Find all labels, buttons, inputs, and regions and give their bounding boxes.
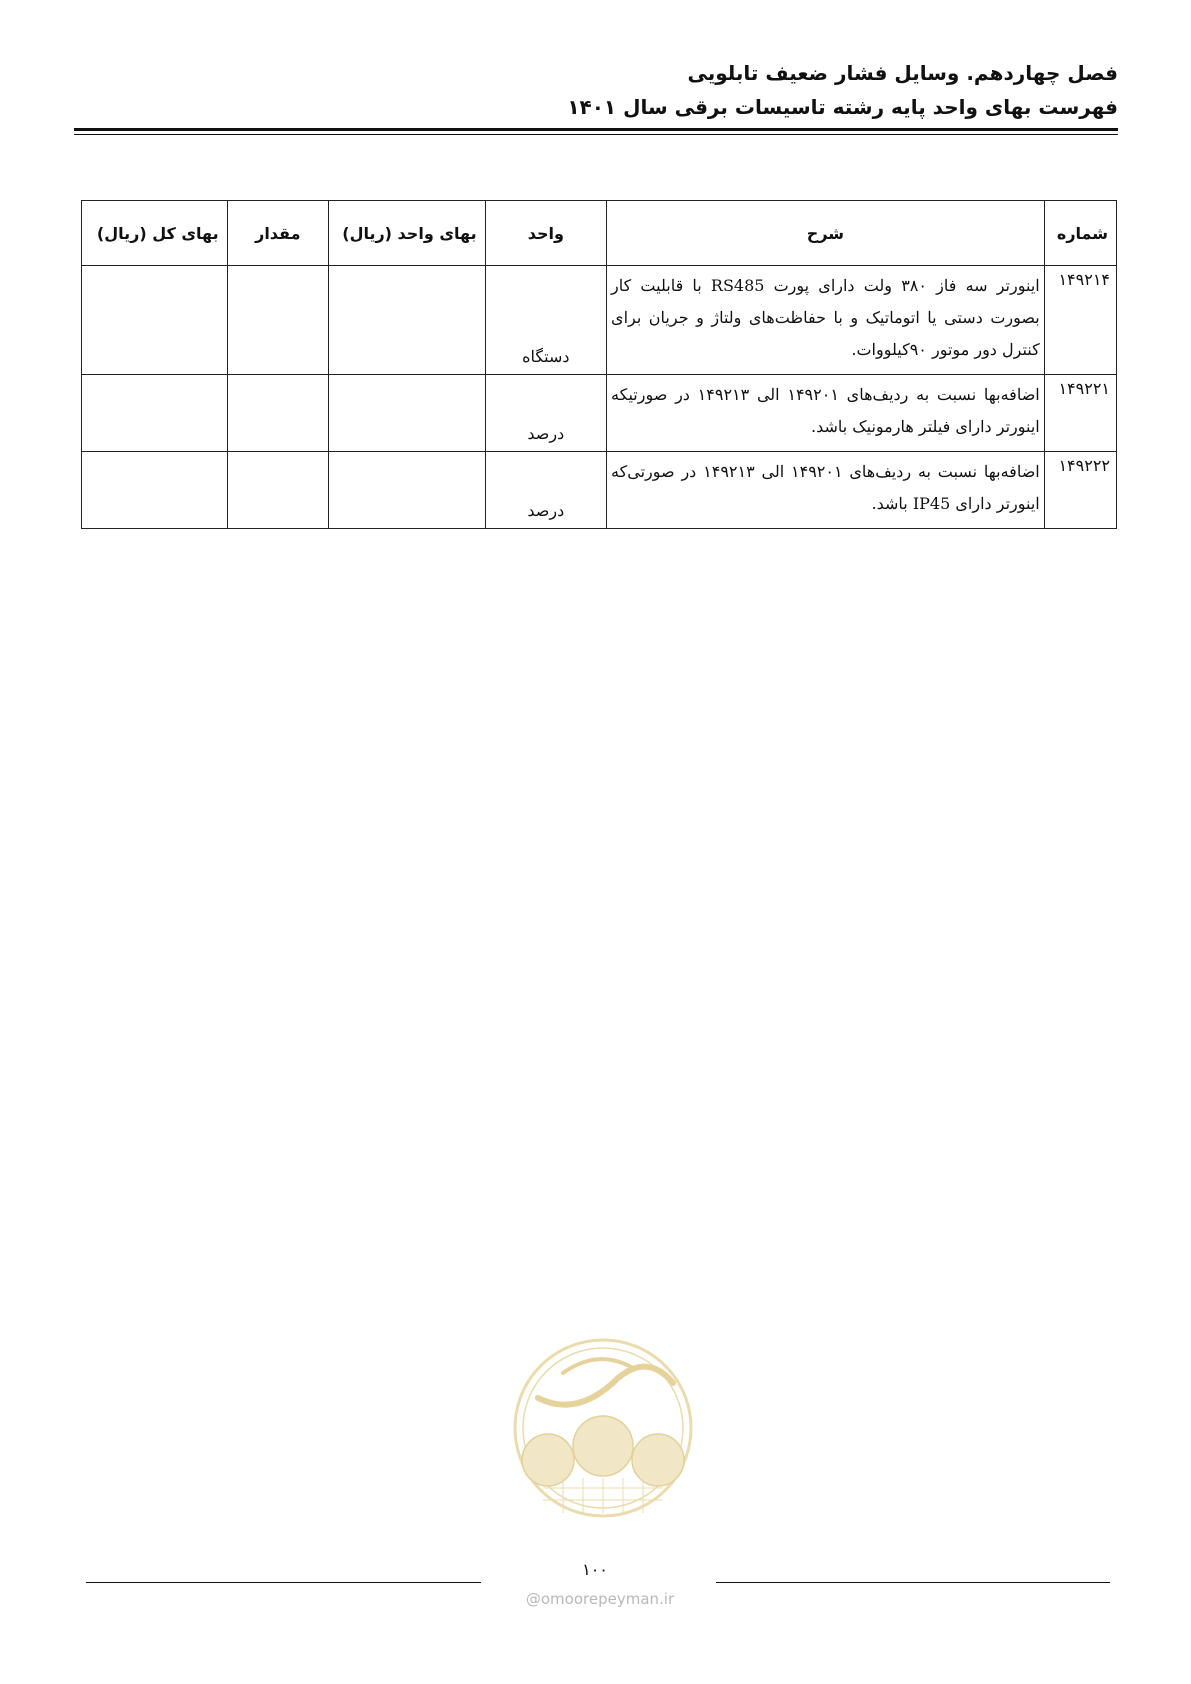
column-header-description: شرح [607,201,1045,266]
table-header-row [82,201,1117,266]
column-header-unit: واحد [485,201,606,266]
row-unit: دستگاه [485,266,606,375]
page-header [74,58,1118,122]
row-code: ۱۴۹۲۱۴ [1044,266,1116,375]
table-row [82,266,1117,375]
row-quantity [227,266,328,375]
chapter-title: فصل چهاردهم. وسایل فشار ضعیف تابلویی [687,61,1118,85]
page-number: ۱۰۰ [582,1560,608,1579]
row-description: اینورتر سه فاز ۳۸۰ ولت دارای پورت RS485 با قابلیت کار بصورت دستی یا اتوماتیک و با حفاظت‌های ولتاژ و جریان برای کنترل دور موتور ۹۰کیلووات. [607,266,1045,375]
header-divider-thick [74,128,1118,131]
row-unit-price [328,266,485,375]
column-header-quantity: مقدار [227,201,328,266]
row-description: اضافه‌بها نسبت به ردیف‌های ۱۴۹۲۰۱ الی ۱۴۹۲۱۳ در صورتی‌که اینورتر دارای IP45 باشد. [607,452,1045,529]
row-quantity [227,375,328,452]
column-header-code: شماره [1044,201,1116,266]
row-unit: درصد [485,452,606,529]
row-unit: درصد [485,375,606,452]
header-divider-thin [74,134,1118,135]
row-unit-price [328,375,485,452]
row-quantity [227,452,328,529]
row-code: ۱۴۹۲۲۲ [1044,452,1116,529]
document-title: فهرست بهای واحد پایه رشته تاسیسات برقی سال ۱۴۰۱ [567,95,1118,119]
table-row [82,375,1117,452]
watermark-url: @omoorepeyman.ir [525,1590,675,1608]
row-description: اضافه‌بها نسبت به ردیف‌های ۱۴۹۲۰۱ الی ۱۴۹۲۱۳ در صورتیکه اینورتر دارای فیلتر هارمونیک باشد. [607,375,1045,452]
row-total-price [82,452,228,529]
table-row [82,452,1117,529]
footer-divider-left [86,1582,481,1583]
column-header-unit-price: بهای واحد (ریال) [328,201,485,266]
footer-divider-right [716,1582,1110,1583]
row-unit-price [328,452,485,529]
column-header-total-price: بهای کل (ریال) [82,201,228,266]
watermark-logo-icon [508,1328,698,1558]
row-total-price [82,266,228,375]
row-code: ۱۴۹۲۲۱ [1044,375,1116,452]
price-list-table [81,200,1117,529]
row-total-price [82,375,228,452]
